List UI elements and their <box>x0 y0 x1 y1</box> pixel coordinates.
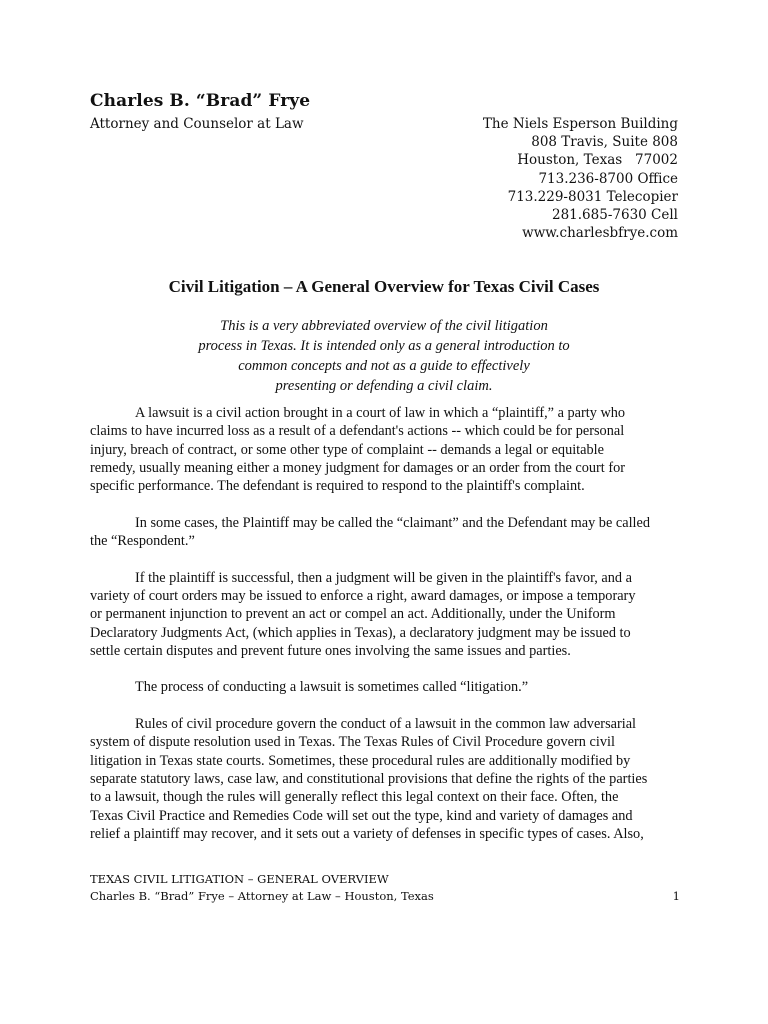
paragraph-lawsuit-definition <box>90 404 682 495</box>
body-text <box>90 404 682 861</box>
paragraph-judgment <box>90 569 682 660</box>
paragraph-line: separate statutory laws, case law, and constitutional provisions that define the rights of the parties <box>90 770 648 787</box>
paragraph-line: If the plaintiff is successful, then a judgment will be given in the plaintiff's favor, and a <box>135 569 632 586</box>
address-line-cell: 281.685-7630 Cell <box>552 207 678 224</box>
paragraph-line: claims to have incurred loss as a result of a defendant's actions -- which could be for personal <box>90 423 625 440</box>
page-number: 1 <box>672 889 680 903</box>
paragraph-line: Rules of civil procedure govern the conduct of a lawsuit in the common law adversarial <box>135 716 637 733</box>
paragraph-line: system of dispute resolution used in Texas. The Texas Rules of Civil Procedure govern civil <box>90 734 615 751</box>
abstract-line: common concepts and not as a guide to effectively <box>238 358 530 374</box>
paragraph-line: relief a plaintiff may recover, and it sets out a variety of defenses in specific types of cases. Also, <box>90 825 644 842</box>
abstract-line: This is a very abbreviated overview of the civil litigation <box>220 318 548 334</box>
paragraph-line: variety of court orders may be issued to enforce a right, award damages, or impose a temporary <box>90 587 636 604</box>
abstract-line: presenting or defending a civil claim. <box>275 378 493 394</box>
address-line-city: Houston, Texas 77002 <box>517 152 678 169</box>
paragraph-claimant-respondent <box>90 514 682 551</box>
address-line-telecopier: 713.229-8031 Telecopier <box>507 188 678 205</box>
address-line-street: 808 Travis, Suite 808 <box>531 134 678 151</box>
paragraph-line: settle certain disputes and prevent future ones involving the same issues and parties. <box>90 642 571 659</box>
attorney-name: Charles B. “Brad” Frye <box>90 91 311 111</box>
page-footer <box>90 871 680 905</box>
address-block <box>483 115 678 242</box>
footer-row <box>90 888 680 905</box>
paragraph-line: remedy, usually meaning either a money judgment for damages or an order from the court for <box>90 459 626 476</box>
paragraph-line: Declaratory Judgments Act, (which applies in Texas), a declaratory judgment may be issued to <box>90 624 631 641</box>
attorney-subtitle: Attorney and Counselor at Law <box>90 116 304 132</box>
abstract <box>184 316 584 396</box>
paragraph-line: The process of conducting a lawsuit is sometimes called “litigation.” <box>135 679 529 696</box>
abstract-line: process in Texas. It is intended only as a general introduction to <box>198 338 570 354</box>
paragraph-line: specific performance. The defendant is required to respond to the plaintiff's complaint. <box>90 478 585 495</box>
footer-author: Charles B. “Brad” Frye – Attorney at Law – Houston, Texas <box>90 889 434 903</box>
address-line-website: www.charlesbfrye.com <box>522 225 678 242</box>
paragraph-line: to a lawsuit, though the rules will generally reflect this legal context on their face. Often, the <box>90 789 619 806</box>
paragraph-line: or permanent injunction to prevent an act or compel an act. Additionally, under the Uniform <box>90 606 616 623</box>
document-title: Civil Litigation – A General Overview for Texas Civil Cases <box>168 277 600 296</box>
footer-title: TEXAS CIVIL LITIGATION – GENERAL OVERVIEW <box>90 872 389 886</box>
paragraph-line: litigation in Texas state courts. Sometimes, these procedural rules are additionally modified by <box>90 752 631 769</box>
paragraph-line: injury, breach of contract, or some other type of complaint -- demands a legal or equitable <box>90 441 604 458</box>
paragraph-rules-of-procedure <box>90 715 682 843</box>
paragraph-litigation <box>90 678 682 696</box>
address-line-office-phone: 713.236-8700 Office <box>538 170 678 187</box>
paragraph-line: the “Respondent.” <box>90 533 195 550</box>
paragraph-line: In some cases, the Plaintiff may be called the “claimant” and the Defendant may be called <box>135 514 651 531</box>
address-line-building: The Niels Esperson Building <box>482 116 678 132</box>
paragraph-line: A lawsuit is a civil action brought in a court of law in which a “plaintiff,” a party who <box>135 405 626 421</box>
paragraph-line: Texas Civil Practice and Remedies Code will set out the type, kind and variety of damages and <box>90 807 633 824</box>
